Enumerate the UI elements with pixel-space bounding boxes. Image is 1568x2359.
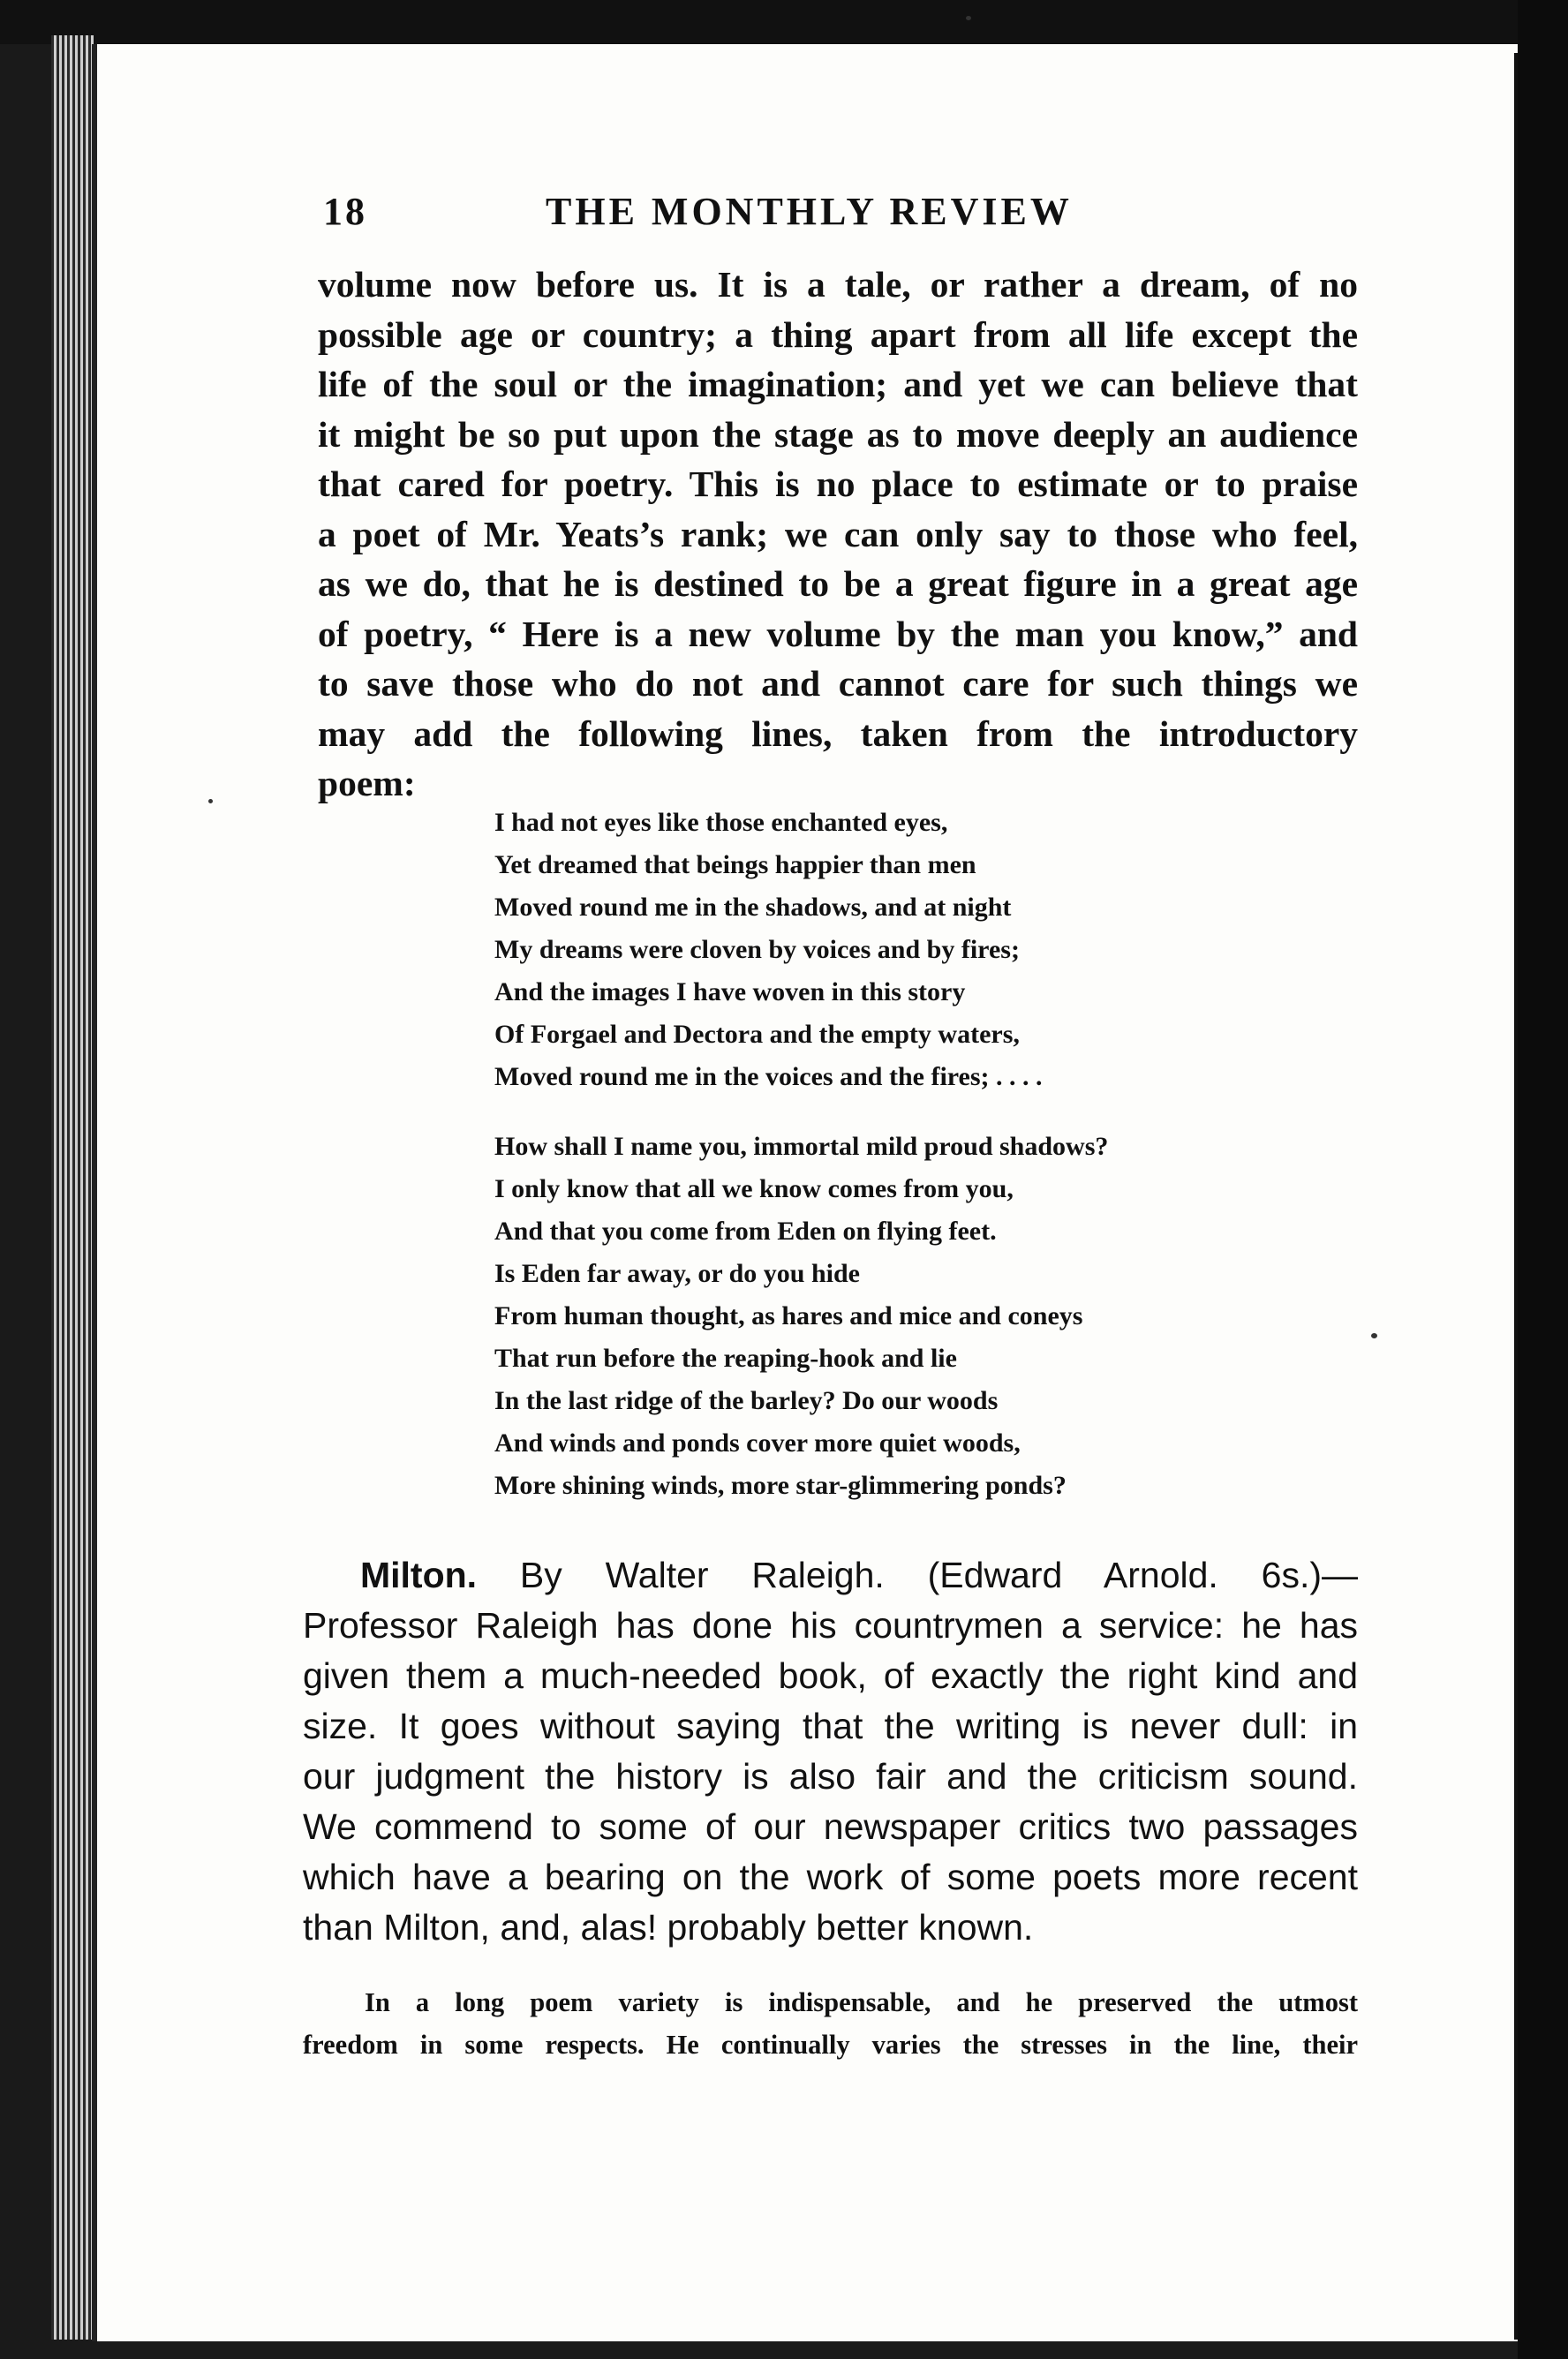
quote-line: freedom in some respects. He continually varies the stresses in the line, their xyxy=(303,2030,1358,2060)
review-heading-line xyxy=(303,1550,1358,1601)
poem-line: Yet dreamed that beings happier than men xyxy=(494,850,976,879)
text-line: which have a bearing on the work of some poets more recent xyxy=(303,1857,1358,1897)
poem-stanza-2 xyxy=(494,1126,1108,1507)
poem-line: From human thought, as hares and mice and coneys xyxy=(494,1301,1083,1330)
text-line: volume now before us. It is a tale, or rather a dream, of no xyxy=(318,264,1358,305)
text-line: possible age or country; a thing apart from all life except the xyxy=(318,313,1358,355)
poem-line: And that you come from Eden on flying feet. xyxy=(494,1217,997,1246)
speck xyxy=(966,16,971,20)
poem-line: Of Forgael and Dectora and the empty waters, xyxy=(494,1020,1020,1049)
poem-line: I had not eyes like those enchanted eyes, xyxy=(494,808,948,837)
speck xyxy=(1371,1333,1377,1338)
text-line: to save those who do not and cannot care for such things we xyxy=(318,663,1358,704)
poem-line: And the images I have woven in this story xyxy=(494,977,966,1006)
text-line: our judgment the history is also fair and the criticism sound. xyxy=(303,1756,1358,1797)
page-header xyxy=(323,185,1135,238)
text-line: Professor Raleigh has done his countrymen a service: he has xyxy=(303,1605,1358,1646)
text-line: size. It goes without saying that the writing is never dull: in xyxy=(303,1706,1358,1746)
poem-line: And winds and ponds cover more quiet woods, xyxy=(494,1428,1021,1458)
paragraph-yeats-review xyxy=(318,260,1358,809)
poem-line: In the last ridge of the barley? Do our woods xyxy=(494,1386,999,1415)
poem-line: Moved round me in the voices and the fires; . . . . xyxy=(494,1062,1043,1091)
scan-frame-right xyxy=(1518,0,1568,2359)
scan-frame-top xyxy=(0,0,1568,44)
text-line: a poet of Mr. Yeats’s rank; we can only say to those who feel, xyxy=(318,513,1358,554)
poem-line: Is Eden far away, or do you hide xyxy=(494,1259,860,1288)
text-line: it might be so put upon the stage as to move deeply an audience xyxy=(318,413,1358,455)
text-line: We commend to some of our newspaper critics two passages xyxy=(303,1806,1358,1847)
poem-line: How shall I name you, immortal mild proud shadows? xyxy=(494,1132,1109,1161)
poem-line: More shining winds, more star-glimmering ponds? xyxy=(494,1471,1067,1500)
page-number: 18 xyxy=(323,190,367,233)
text-line: life of the soul or the imagination; and yet we can believe that xyxy=(318,364,1358,404)
text-line: than Milton, and, alas! probably better known. xyxy=(303,1907,1034,1948)
quote-line: In a long poem variety is indispensable, and he preserved the utmost xyxy=(365,1987,1358,2017)
review-citation: By Walter Raleigh. (Edward Arnold. 6s.)— xyxy=(519,1555,1358,1595)
milton-review xyxy=(303,1550,1358,1953)
poem-line: That run before the reaping-hook and lie xyxy=(494,1344,957,1373)
text-line: given them a much-needed book, of exactly the right kind and xyxy=(303,1655,1358,1696)
text-line: poem: xyxy=(318,763,416,803)
text-line: that cared for poetry. This is no place to estimate or to praise xyxy=(318,464,1358,504)
block-quote xyxy=(303,1981,1358,2066)
text-line: of poetry, “ Here is a new volume by the man you know,” and xyxy=(318,613,1358,654)
page-stack-edge xyxy=(51,35,94,2340)
poem-line: Moved round me in the shadows, and at night xyxy=(494,893,1012,922)
text-line: as we do, that he is destined to be a great figure in a great age xyxy=(318,563,1358,604)
text-line: may add the following lines, taken from the introductory xyxy=(318,712,1358,754)
speck xyxy=(208,799,213,803)
poem-line: My dreams were cloven by voices and by fires; xyxy=(494,935,1020,964)
poem-stanza-1 xyxy=(494,802,1043,1098)
running-head: THE MONTHLY REVIEW xyxy=(546,190,1073,233)
poem-line: I only know that all we know comes from you, xyxy=(494,1174,1014,1203)
review-title: Milton. xyxy=(360,1555,478,1595)
